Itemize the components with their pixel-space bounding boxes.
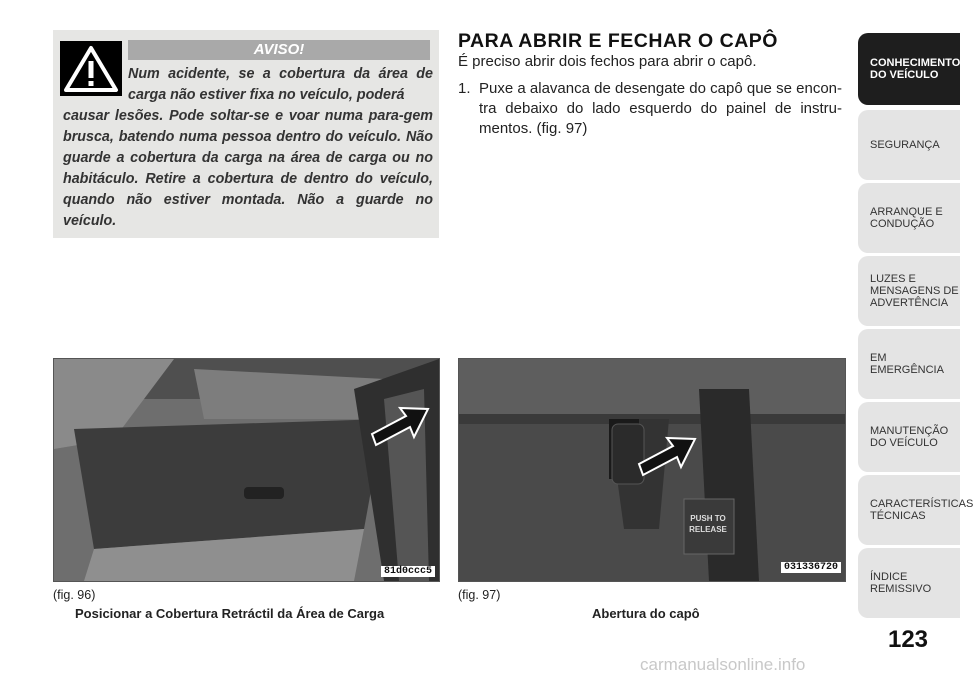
step-number: 1. — [458, 80, 471, 97]
watermark: carmanualsonline.info — [640, 655, 806, 674]
figure-97-image — [458, 358, 846, 582]
tab-label: SEGURANÇA — [870, 139, 940, 151]
tab-seguranca[interactable] — [858, 110, 960, 180]
step-text: Puxe a alavanca de desengate do capô que se encon-tra debaixo do lado esquerdo do painel de instru-mentos. (fig. 97) — [479, 80, 842, 137]
push-to-release-label — [683, 513, 733, 535]
figure-97-code: 031336720 — [781, 562, 841, 573]
tab-conhecimento-do-veiculo[interactable] — [858, 33, 960, 105]
tab-em-emergencia[interactable] — [858, 329, 960, 399]
tab-caracteristicas-tecnicas[interactable] — [858, 475, 973, 545]
section-title: PARA ABRIR E FECHAR O CAPÔ — [458, 30, 778, 52]
page-number: 123 — [887, 626, 929, 653]
tab-label: ARRANQUE E CONDUÇÃO — [870, 206, 943, 230]
warning-text-lead: Num acidente, se a cobertura da área de carga não estiver fixa no veículo, poderá — [128, 66, 433, 103]
figure-96-code: 81d0ccc5 — [381, 566, 435, 577]
section-intro: É preciso abrir dois fechos para abrir o capô. — [458, 53, 757, 70]
warning-text — [63, 64, 433, 232]
step-item — [458, 79, 842, 139]
tab-luzes-e-mensagens[interactable] — [858, 256, 960, 326]
tab-indice-remissivo[interactable] — [858, 548, 960, 618]
tab-label: CARACTERÍSTICAS TÉCNICAS — [870, 498, 973, 522]
figure-97-number: (fig. 97) — [458, 588, 501, 602]
tab-label: LUZES E MENSAGENS DE ADVERTÊNCIA — [870, 273, 959, 309]
push-to-label: PUSH TO — [690, 514, 726, 523]
tab-label: EM EMERGÊNCIA — [870, 352, 944, 376]
figure-96-caption: Posicionar a Cobertura Retráctil da Área de Carga — [75, 606, 385, 621]
warning-heading: AVISO! — [128, 40, 430, 60]
tab-arranque-e-conducao[interactable] — [858, 183, 960, 253]
tab-label: CONHECIMENTO DO VEÍCULO — [870, 57, 961, 81]
tab-manutencao-do-veiculo[interactable] — [858, 402, 960, 472]
figure-96-number: (fig. 96) — [53, 588, 96, 602]
release-label: RELEASE — [689, 525, 727, 534]
figure-97-caption: Abertura do capô — [592, 606, 700, 621]
tab-label: MANUTENÇÃO DO VEÍCULO — [870, 425, 949, 449]
tab-label: ÍNDICE REMISSIVO — [870, 571, 932, 595]
figure-96-image — [53, 358, 440, 582]
warning-text-rest: causar lesões. Pode soltar-se e voar numa para-gem brusca, batendo numa pessoa dentro do veículo. Não guarde a cobertura da carga na área de carga ou no habitáculo. Retire a cobertura de dentro do veículo, quando não estiver montada. Não a guarde no veículo. — [63, 108, 433, 229]
